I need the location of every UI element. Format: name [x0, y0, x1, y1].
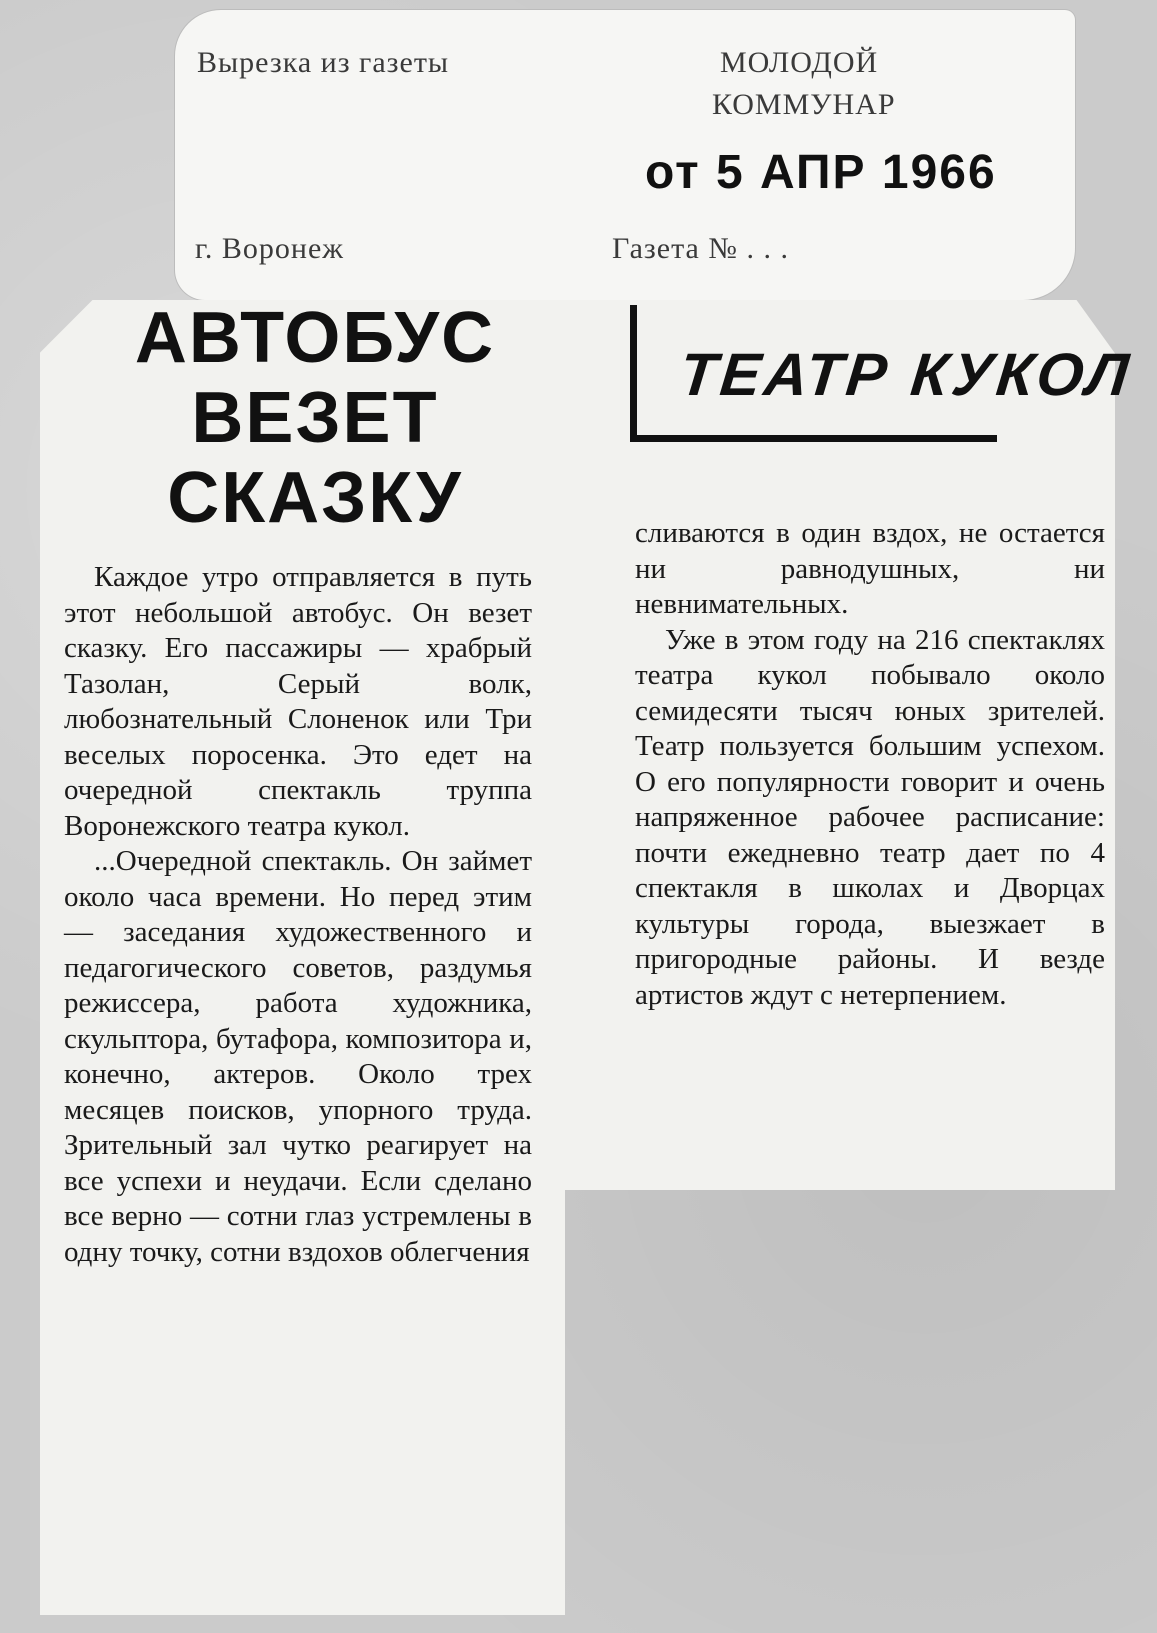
article-headline: АВТОБУС ВЕЗЕТ СКАЗКУ [134, 298, 496, 538]
newspaper-name-line2: КОММУНАР [712, 88, 896, 121]
article-column-1 [64, 560, 532, 1270]
stamp-city: г. Воронеж [195, 232, 345, 265]
rubric-title: ТЕАТР КУКОЛ [676, 341, 1136, 408]
stamp-issue-number: Газета № . . . [612, 232, 789, 265]
paragraph: Уже в этом году на 216 спектаклях театра кукол побывало около семидесяти тысяч юных зрителей. Театр пользуется большим успехом. О его популярности говорит и очень напряженное рабочее расписание: почти ежедневно театр дает по 4 спектакля в школах и Дворцах культуры города, выезжает в пригородные районы. И везде артистов ждут с нетерпением. [635, 623, 1105, 1011]
stamp-date: от 5 АПР 1966 [645, 146, 997, 199]
stamp-label: Вырезка из газеты [197, 46, 450, 79]
paragraph: ...Очередной спектакль. Он займет около часа времени. Но перед этим — заседания художественного и педагогического советов, раздумья режиссера, работа художника, скульптора, бутафора, композитора и, конечно, актеров. Около трех месяцев поисков, упорного труда. Зрительный зал чутко реагирует на все успехи и неудачи. Если сделано все верно — сотни глаз устремлены в одну точку, сотни вздохов облегчения [64, 845, 532, 1268]
article-column-2 [635, 516, 1105, 1013]
paragraph: Каждое утро отправляется в путь этот небольшой автобус. Он везет сказку. Его пассажиры — храбрый Тазолан, Серый волк, любознательный Слоненок или Три веселых поросенка. Это едет на очередной спектакль труппа Воронежского театра кукол. [64, 561, 532, 842]
newspaper-name-line1: МОЛОДОЙ [720, 46, 879, 79]
paragraph: сливаются в один вздох, не остается ни равнодушных, ни невнимательных. [635, 517, 1105, 620]
